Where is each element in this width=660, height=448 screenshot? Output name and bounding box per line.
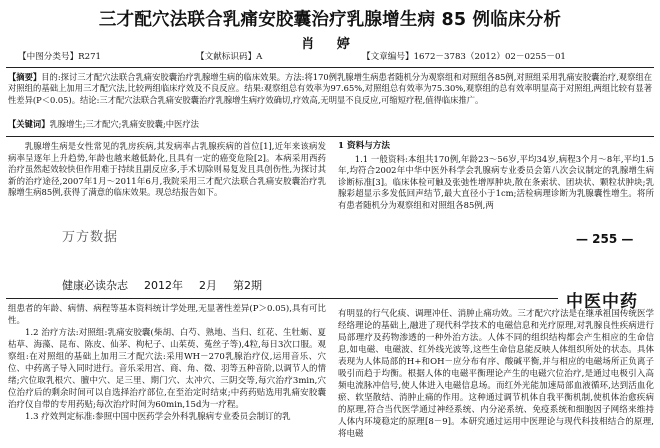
watermark-text: 万方数据 <box>62 230 119 245</box>
journal-month: 2月 <box>199 279 217 292</box>
keywords-label: 【关键词】 <box>8 119 50 129</box>
methods-column <box>8 303 326 423</box>
abstract-label: 【摘要】 <box>8 72 42 82</box>
journal-divider <box>6 298 558 299</box>
discussion-paragraph: 有明显的行气化痰、调理冲任、消肿止痛功效。三才配穴疗法是在继承祖国传统医学经络理论的基础上,融进了现代科学技术的电磁信息和光疗原理,对乳腺良性疾病进行局部理疗及药物渗透的一种外治方法。人体不同的组织结构都会产生相应的生命信息,如电磁、电磁波、红外线光波等,这些生命信息能反映人体组织所处的状态。具体表现为人体局部的H+和OH－应分布有序、酸碱平衡,并与相应的电磁场所正负离子吸引而趋于均衡。根据人体的电磁平衡理论产生的电磁穴位治疗,是通过电极引入高频电流脉冲信号,使人体进入电磁信息场。而红外光能加速局部血液循环,达到活血化瘀、软坚散结、消肿止痛的作用。这种通过调节机体自我平衡机制,使机体治愈疾病的原理,符合当代医学通过神经系统、内分泌系统、免疫系统和细胞因子网络来维持人体内环境稳定的原理[8－9]。本研究通过运用中医理论与现代科技相结合的原理,将电磁 <box>338 309 654 439</box>
methods-paragraph: 1.2 治疗方法:对照组:乳痛安胶囊(柴胡、白芍、熟地、当归、红花、生牡蛎、夏枯草、海藻、昆布、陈皮、仙茅、枸杞子、山茱萸、菟丝子等),4粒,每日3次口服。观察组:在对照组的基础上加用三才配穴法:采用WH－270乳腺治疗仪,运用音乐、穴位、中药离子导入同时进行。音乐采用宫、商、角、徵、羽等五种音阶,以调节人的情绪;穴位取乳根穴、膻中穴、足三里、期门穴、太冲穴、三阴交等,每穴治疗3min,穴位治疗后的剩余时间可以自选择治疗部位,在至治定时结束;中药药贴选用乳痛安胶囊治疗仪自带的专用药贴;每次治疗时间为60min,15d为一疗程。 <box>8 328 326 410</box>
section-title: 中医中药 <box>566 292 638 312</box>
journal-issue: 第2期 <box>233 279 262 292</box>
keywords <box>8 118 652 130</box>
top-divider <box>6 67 654 68</box>
methods-paragraph: 组患者的年龄、病情、病程等基本资料统计学处理,无显著性差异(P＞0.05),具有可比性。 <box>8 304 326 326</box>
intro-paragraph: 乳腺增生病是女性常见的乳房疾病,其发病率占乳腺疾病的首位[1],近年来该病发病率呈逐年上升趋势,年龄也越来越低龄化,且具有一定的癌变危险[2]。本病采用西药治疗虽然起效较快但作用难于持续且副反应多,手术切除则易复发且具创伤性,为探讨其新的治疗途径,2007年1月～2011年6月,我院采用三才配穴法联合乳痛安胶囊治疗乳腺增生病85例,获得了满意的临床效果。现总结报告如下。 <box>8 141 326 198</box>
section1-column <box>338 141 654 212</box>
article-title: 三才配穴法联合乳痛安胶囊治疗乳腺增生病 85 例临床分析 <box>98 10 562 30</box>
keywords-text: 乳腺增生;三才配穴;乳痛安胶囊;中医疗法 <box>49 119 199 129</box>
journal-year: 2012年 <box>144 279 183 292</box>
abstract-divider <box>6 136 654 137</box>
discussion-column <box>338 308 654 440</box>
journal-name: 健康必读杂志 <box>62 279 128 292</box>
page-gap <box>0 252 660 268</box>
abstract <box>8 72 652 106</box>
abstract-text: 目的:探讨三才配穴法联合乳痛安胶囊治疗乳腺增生病的临床效果。方法:将170例乳腺增生病患者随机分为观察组和对照组各85例,对照组采用乳痛安胶囊治疗,观察组在对照组的基础上加用三才配穴法,比较两组临床疗效及不良反应。结果:观察组总有效率为97.65%,对照组总有效率为75.30%,观察组的总有效率明显高于对照组,两组比较有显著性差异(P＜0.05)。结论:三才配穴法联合乳痛安胶囊治疗乳腺增生病疗效确切,疗效高,无明显不良反应,可缩短疗程,值得临床推广。 <box>8 72 652 105</box>
clc-number: 【中图分类号】R271 <box>18 52 102 62</box>
journal-header <box>62 277 278 293</box>
intro-column <box>8 141 326 199</box>
section1-heading: 1 资料与方法 <box>338 141 390 151</box>
document-code: 【文献标识码】A <box>196 52 263 62</box>
section1-paragraph: 1.1 一般资料:本组共170例,年龄23～56岁,平均34岁,病程3个月～8年,平均1.5年,均符合2002年中华中医外科学会乳腺病专业委员会第八次会议制定的乳腺增生病诊断标准[3]。临床体检可触及张弛性增厚肿块,散在条索状、团块状、颗粒状肿块;乳腺彩超显示多发低回声结节,最大直径小于1cm;活检病理诊断为乳腺囊性增生。将所有患者随机分为观察组和对照组各85例,两 <box>338 153 654 210</box>
author-name: 肖 婷 <box>301 37 359 52</box>
methods-paragraph: 1.3 疗效判定标准:参照中国中医药学会外科乳腺病专业委员会制订的乳 <box>25 412 291 422</box>
article-number: 【文章编号】1672－3783（2012）02－0255－01 <box>362 52 566 62</box>
page-number: — 255 — <box>576 232 634 246</box>
